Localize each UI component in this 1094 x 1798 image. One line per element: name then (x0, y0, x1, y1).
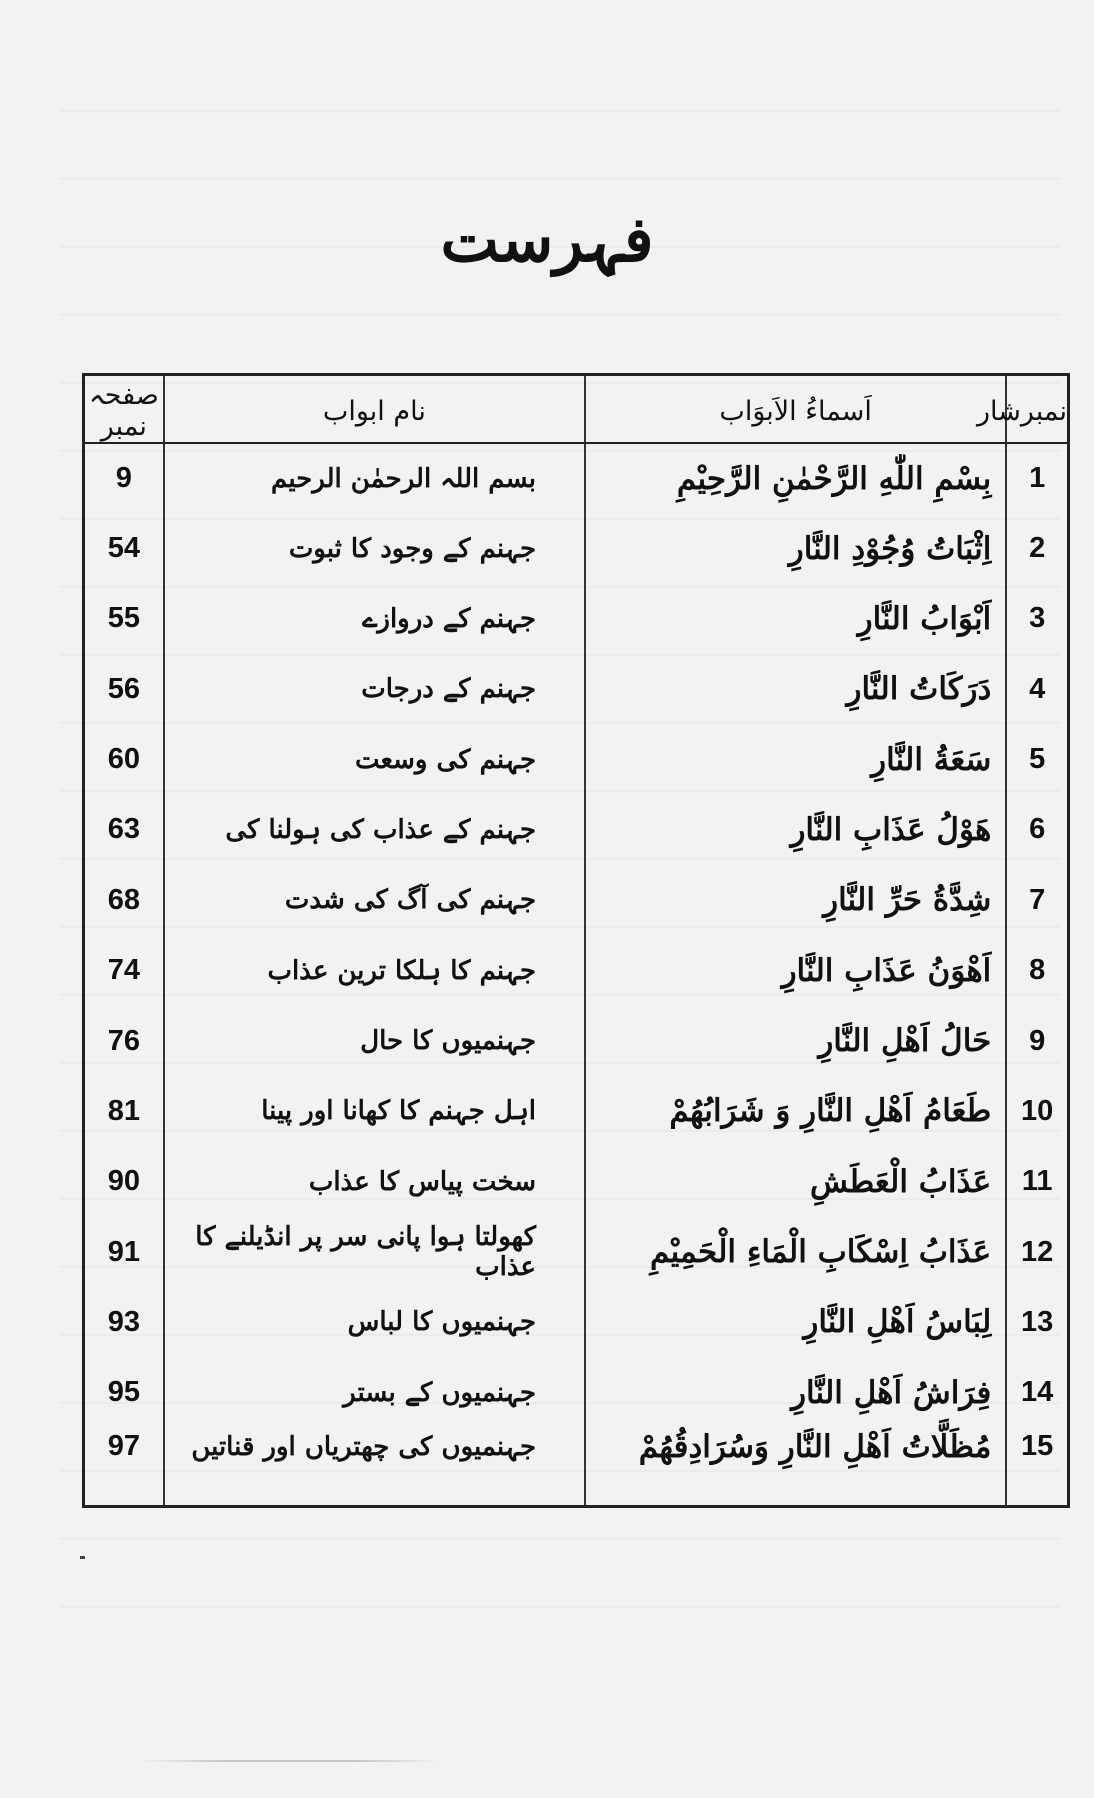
row-number: 14 (1006, 1358, 1068, 1428)
header-serial-number: نمبرشار (1006, 375, 1068, 444)
page-number: 68 (84, 865, 164, 935)
table-of-contents (82, 373, 1070, 1508)
page-number: 63 (84, 795, 164, 865)
page-number: 76 (84, 1006, 164, 1076)
table-row (84, 1147, 1069, 1217)
table-row (84, 1006, 1069, 1076)
table-row (84, 513, 1069, 583)
row-number: 4 (1006, 654, 1068, 724)
urdu-chapter-name: جہنم کی وسعت (164, 724, 585, 794)
table-row (84, 936, 1069, 1006)
urdu-chapter-name: سخت پیاس کا عذاب (164, 1147, 585, 1217)
arabic-chapter-name: اِثْبَاتُ وُجُوْدِ النَّارِ (585, 513, 1006, 583)
page-number: 81 (84, 1076, 164, 1146)
row-number: 1 (1006, 443, 1068, 513)
urdu-chapter-name: جہنمیوں کے بستر (164, 1358, 585, 1428)
table-row (84, 1428, 1069, 1506)
arabic-chapter-name: حَالُ اَهْلِ النَّارِ (585, 1006, 1006, 1076)
arabic-chapter-name: سَعَةُ النَّارِ (585, 724, 1006, 794)
row-number: 7 (1006, 865, 1068, 935)
header-urdu-chapter-names: نام ابواب (164, 375, 585, 444)
table-row (84, 584, 1069, 654)
urdu-chapter-name: بسم اللہ الرحمٰن الرحیم (164, 443, 585, 513)
table-row (84, 724, 1069, 794)
arabic-chapter-name: اَهْوَنُ عَذَابِ النَّارِ (585, 936, 1006, 1006)
arabic-chapter-name: طَعَامُ اَهْلِ النَّارِ وَ شَرَابُهُمْ (585, 1076, 1006, 1146)
row-number: 9 (1006, 1006, 1068, 1076)
row-number: 15 (1006, 1428, 1068, 1506)
arabic-chapter-name: عَذَابُ الْعَطَشِ (585, 1147, 1006, 1217)
table-body (84, 443, 1069, 1507)
arabic-chapter-name: اَبْوَابُ النَّارِ (585, 584, 1006, 654)
page-number: 54 (84, 513, 164, 583)
table-row (84, 1217, 1069, 1287)
page-number: 91 (84, 1217, 164, 1287)
table-row (84, 1076, 1069, 1146)
row-number: 5 (1006, 724, 1068, 794)
row-number: 6 (1006, 795, 1068, 865)
page-title: فہرست (440, 203, 654, 276)
page-number: 60 (84, 724, 164, 794)
urdu-chapter-name: جہنم کے عذاب کی ہولنا کی (164, 795, 585, 865)
table-row (84, 443, 1069, 513)
urdu-chapter-name: جہنم کی آگ کی شدت (164, 865, 585, 935)
print-speck (80, 1556, 85, 1559)
urdu-chapter-name: جہنم کے وجود کا ثبوت (164, 513, 585, 583)
page-edge-mark (140, 1760, 440, 1762)
table-row (84, 654, 1069, 724)
header-arabic-chapter-names: اَسماءُ الاَبوَاب (585, 375, 1006, 444)
arabic-chapter-name: مُظَلَّاتُ اَهْلِ النَّارِ وَسُرَادِقُهُمْ (585, 1428, 1006, 1506)
row-number: 3 (1006, 584, 1068, 654)
page-number: 55 (84, 584, 164, 654)
row-number: 2 (1006, 513, 1068, 583)
page-number: 56 (84, 654, 164, 724)
urdu-chapter-name: جہنمیوں کی چھتریاں اور قناتیں (164, 1428, 585, 1506)
row-number: 8 (1006, 936, 1068, 1006)
row-number: 13 (1006, 1287, 1068, 1357)
urdu-chapter-name: جہنم کا ہلکا ترین عذاب (164, 936, 585, 1006)
page-number: 74 (84, 936, 164, 1006)
arabic-chapter-name: عَذَابُ اِسْكَابِ الْمَاءِ الْحَمِيْمِ (585, 1217, 1006, 1287)
table-row (84, 795, 1069, 865)
urdu-chapter-name: جہنم کے درجات (164, 654, 585, 724)
urdu-chapter-name: کھولتا ہوا پانی سر پر انڈیلنے کا عذاب (164, 1217, 585, 1287)
header-page-number: صفحہ نمبر (84, 375, 164, 444)
table-row (84, 1358, 1069, 1428)
table-row (84, 865, 1069, 935)
row-number: 12 (1006, 1217, 1068, 1287)
arabic-chapter-name: هَوْلُ عَذَابِ النَّارِ (585, 795, 1006, 865)
urdu-chapter-name: جہنمیوں کا لباس (164, 1287, 585, 1357)
arabic-chapter-name: بِسْمِ اللّٰهِ الرَّحْمٰنِ الرَّحِيْمِ (585, 443, 1006, 513)
page-number: 95 (84, 1358, 164, 1428)
arabic-chapter-name: شِدَّةُ حَرِّ النَّارِ (585, 865, 1006, 935)
urdu-chapter-name: جہنم کے دروازے (164, 584, 585, 654)
arabic-chapter-name: فِرَاشُ اَهْلِ النَّارِ (585, 1358, 1006, 1428)
table-row (84, 1287, 1069, 1357)
page-number: 93 (84, 1287, 164, 1357)
arabic-chapter-name: لِبَاسُ اَهْلِ النَّارِ (585, 1287, 1006, 1357)
row-number: 10 (1006, 1076, 1068, 1146)
page-number: 90 (84, 1147, 164, 1217)
table-header-row (84, 375, 1069, 444)
page-number: 9 (84, 443, 164, 513)
urdu-chapter-name: اہل جہنم کا کھانا اور پینا (164, 1076, 585, 1146)
row-number: 11 (1006, 1147, 1068, 1217)
arabic-chapter-name: دَرَكَاتُ النَّارِ (585, 654, 1006, 724)
urdu-chapter-name: جہنمیوں کا حال (164, 1006, 585, 1076)
page-number: 97 (84, 1428, 164, 1506)
